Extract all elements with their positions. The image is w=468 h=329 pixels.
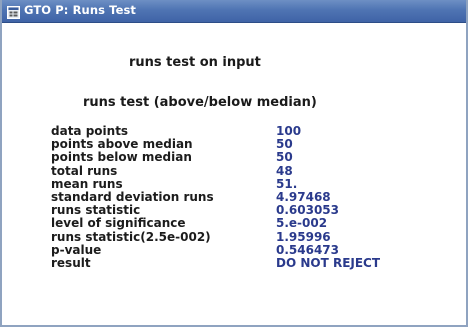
row-value: 5.e-002 xyxy=(276,216,328,231)
row-label: points above median xyxy=(51,137,193,152)
row-label: level of significance xyxy=(51,216,186,231)
row-label: runs statistic xyxy=(51,203,141,218)
report-panel xyxy=(2,23,466,325)
row-value: 48 xyxy=(276,163,293,178)
row-value: 0.603053 xyxy=(276,203,340,218)
app-window-icon[interactable] xyxy=(7,4,20,17)
row-label: standard deviation runs xyxy=(51,189,214,204)
row-value: 50 xyxy=(276,150,293,165)
row-label: p-value xyxy=(51,242,102,257)
row-value: 0.546473 xyxy=(276,242,340,257)
report-subheading: runs test (above/below median) xyxy=(83,95,317,110)
row-label: mean runs xyxy=(51,176,123,191)
window-title: GTO P: Runs Test xyxy=(24,3,137,17)
row-value: 51. xyxy=(276,176,298,191)
title-bar[interactable] xyxy=(2,0,466,23)
row-label: data points xyxy=(51,124,129,138)
row-value: 4.97468 xyxy=(276,189,331,204)
report-heading: runs test on input xyxy=(129,55,261,70)
row-label: total runs xyxy=(51,163,118,178)
row-label: points below median xyxy=(51,150,192,165)
row-value: 1.95996 xyxy=(276,229,331,244)
row-label: result xyxy=(51,255,91,270)
result-value: DO NOT REJECT xyxy=(276,255,381,270)
row-value: 100 xyxy=(276,124,302,138)
row-label: runs statistic(2.5e-002) xyxy=(51,229,211,244)
row-value: 50 xyxy=(276,137,293,152)
